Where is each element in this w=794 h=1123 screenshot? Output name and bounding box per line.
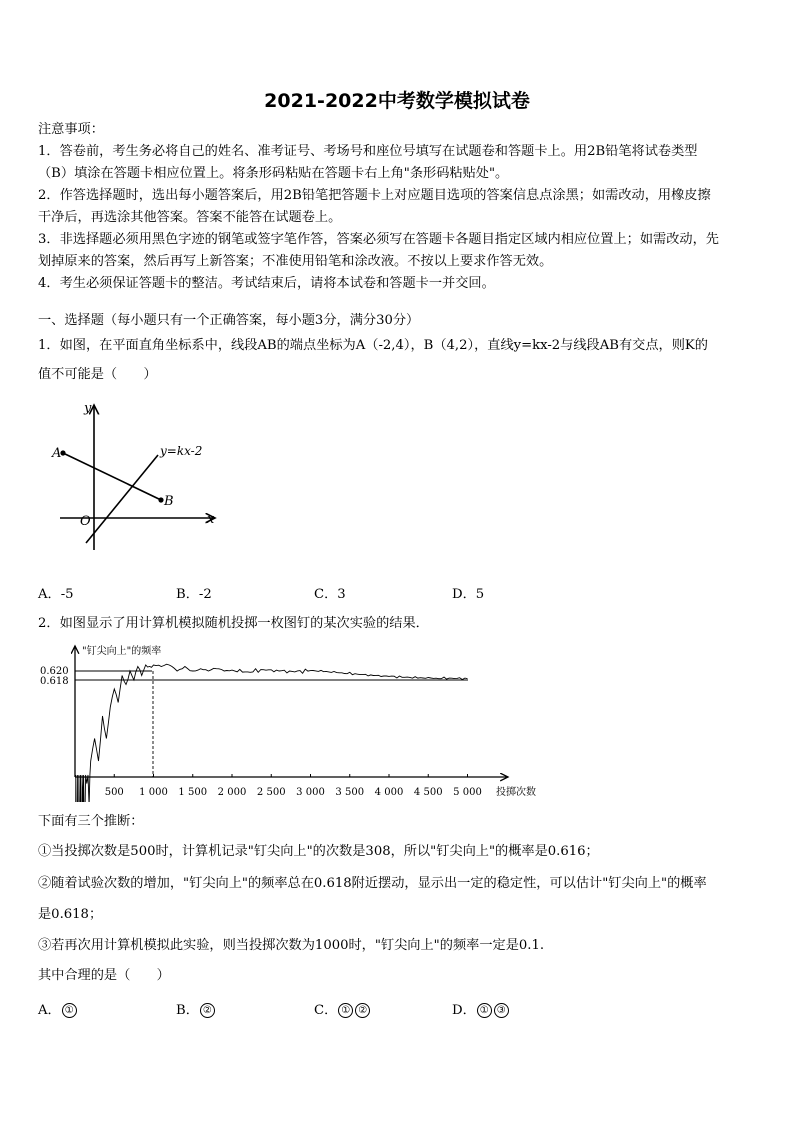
- line-label: y=kx-2: [160, 444, 203, 458]
- q2-option-b[interactable]: [176, 999, 216, 1018]
- notice-line-7: 4．考生必须保证答题卡的整洁。考试结束后，请将本试卷和答题卡一并交回。: [38, 276, 495, 291]
- q2-judgement-2-cont: 是0.618；: [38, 907, 103, 922]
- q1-option-c[interactable]: C．3: [314, 587, 346, 602]
- q1-option-b[interactable]: B．-2: [176, 587, 212, 602]
- q1-stem-line-2: 值不可能是（ ）: [38, 367, 157, 382]
- origin-label: O: [80, 514, 91, 529]
- y-label: y: [84, 401, 92, 416]
- q1-stem-line-1: 1．如图，在平面直角坐标系中，线段AB的端点坐标为A（-2,4），B（4,2），直线y=kx-2与线段AB有交点，则K的: [38, 338, 708, 353]
- point-a-label: A: [52, 446, 62, 461]
- q2-stem: 2．如图显示了用计算机模拟随机投掷一枚图钉的某次实验的结果．: [38, 616, 429, 631]
- notice-line-3: 2．作答选择题时，选出每小题答案后，用2B铅笔把答题卡上对应题目选项的答案信息点涂黑；如需改动，用橡皮擦: [38, 188, 711, 203]
- q2-question: 其中合理的是（ ）: [38, 968, 170, 983]
- notice-line-2: （B）填涂在答题卡相应位置上。将条形码粘贴在答题卡右上角"条形码粘贴处"。: [38, 166, 509, 181]
- circled-mark: ①: [338, 1003, 353, 1018]
- q2-judgement-1: ①当投掷次数是500时，计算机记录"钉尖向上"的次数是308，所以"钉尖向上"的概率是0.616；: [38, 844, 599, 859]
- q2-judgement-3: ③若再次用计算机模拟此实验，则当投掷次数为1000时，"钉尖向上"的频率一定是0.1.: [38, 938, 545, 953]
- x-label: x: [207, 512, 215, 527]
- notice-line-4: 干净后，再选涂其他答案。答案不能答在试题卷上。: [38, 210, 342, 225]
- chart-title: "钉尖向上"的频率: [82, 646, 162, 657]
- circled-mark: ②: [200, 1003, 215, 1018]
- segment-ab: [63, 453, 161, 500]
- notice-line-6: 划掉原来的答案，然后再写上新答案；不准使用铅笔和涂改液。不按以上要求作答无效。: [38, 254, 553, 269]
- circled-mark: ②: [355, 1003, 370, 1018]
- x-tick-label: 2 000: [217, 787, 247, 798]
- line-y-kx-2: [86, 455, 158, 543]
- q2-option-a[interactable]: [38, 999, 78, 1018]
- q1-option-a[interactable]: A．-5: [38, 587, 74, 602]
- ref-label-0620: 0.620: [40, 666, 69, 677]
- point-b: [158, 497, 163, 502]
- x-tick-label: 4 500: [413, 787, 443, 798]
- q1-option-d[interactable]: D．5: [452, 587, 485, 602]
- x-tick-label: 3 500: [335, 787, 365, 798]
- x-tick-label: 4 000: [374, 787, 404, 798]
- x-tick-label: 5 000: [453, 787, 482, 798]
- x-tick-label: 3 000: [296, 787, 325, 798]
- circled-mark: ③: [494, 1003, 509, 1018]
- circled-mark: ①: [477, 1003, 492, 1018]
- q2-option-c[interactable]: [314, 999, 371, 1018]
- point-b-label: B: [164, 494, 174, 509]
- option-letter: B．: [176, 1003, 199, 1018]
- option-letter: D．: [452, 1003, 476, 1018]
- option-letter: C．: [314, 1003, 338, 1018]
- section-heading: 一、选择题（每小题只有一个正确答案，每小题3分，满分30分）: [38, 313, 420, 328]
- ref-label-0618: 0.618: [40, 676, 69, 687]
- circled-mark: ①: [62, 1003, 77, 1018]
- chart-x-label: 投掷次数: [496, 787, 536, 798]
- q2-frequency-chart: [38, 640, 553, 802]
- notice-line-1: 1．答卷前，考生务必将自己的姓名、准考证号、考场号和座位号填写在试题卷和答题卡上。用2B铅笔将试卷类型: [38, 144, 698, 159]
- x-tick-label: 1 500: [178, 787, 208, 798]
- x-tick-label: 500: [104, 787, 124, 798]
- notice-line-5: 3．非选择题必须用黑色字迹的钢笔或签字笔作答，答案必须写在答题卡各题目指定区域内相应位置上；如需改动，先: [38, 232, 719, 247]
- option-letter: A．: [38, 1003, 61, 1018]
- q2-option-d[interactable]: [452, 999, 510, 1018]
- q2-judgement-2: ②随着试验次数的增加，"钉尖向上"的频率总在0.618附近摆动，显示出一定的稳定性，可以估计"钉尖向上"的概率: [38, 876, 707, 891]
- notice-heading: 注意事项：: [38, 122, 104, 137]
- frequency-series-line: [75, 664, 468, 802]
- x-tick-label: 1 000: [139, 787, 168, 798]
- q1-coordinate-figure: [50, 395, 230, 555]
- q2-intro: 下面有三个推断：: [38, 814, 144, 829]
- x-tick-label: 2 500: [256, 787, 286, 798]
- page-title: 2021-2022中考数学模拟试卷: [264, 90, 530, 112]
